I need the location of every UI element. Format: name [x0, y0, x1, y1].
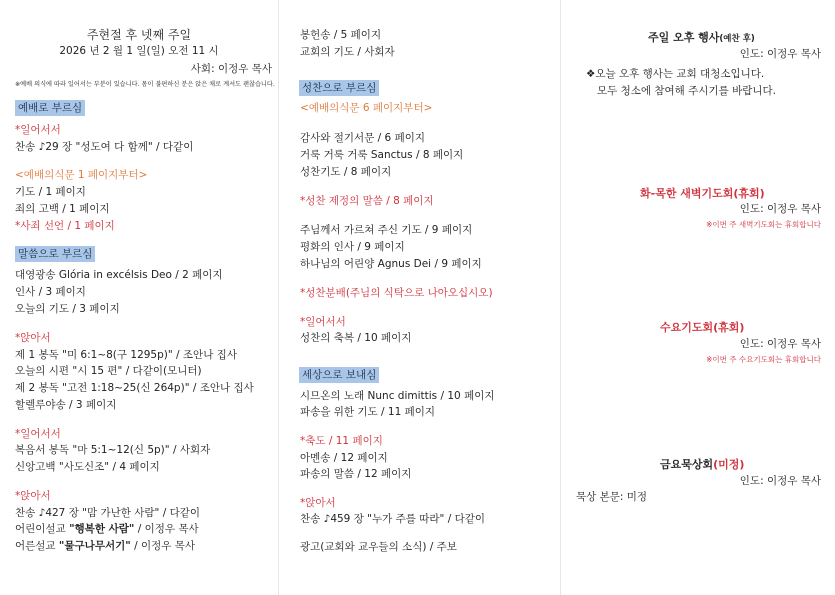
opening-hymn: 찬송 ♪29 장 "성도여 다 함께" / 다같이: [15, 141, 194, 153]
gloria-item: 대영광송 Glória in excélsis Deo / 2 페이지: [15, 269, 223, 281]
sermon-hymn: 찬송 ♪427 장 "맘 가난한 사람" / 다같이: [15, 507, 201, 519]
rubric-sit-3: *앉아서: [300, 497, 336, 509]
column-weekly-events: [560, 0, 835, 595]
adult-sermon-preacher: / 이정우 목사: [130, 540, 195, 552]
agnus-dei-item: 하나님의 어린양 Agnus Dei / 9 페이지: [300, 258, 482, 270]
afternoon-event-line-1: ❖오늘 오후 행사는 교회 대청소입니다.: [586, 68, 765, 80]
liturgy-page-ref: <예배의식문 1 페이지부터>: [15, 169, 148, 181]
distribution-item: *성찬분배(주님의 식탁으로 나아오십시오): [300, 287, 493, 299]
friday-meditation-leader: 인도: 이정우 목사: [739, 475, 821, 487]
friday-meditation-title-main: 금요묵상회: [660, 458, 714, 471]
column-order-of-worship-1: [0, 0, 278, 595]
communion-blessing: 성찬의 축복 / 10 페이지: [300, 332, 412, 344]
greeting-item: 인사 / 3 페이지: [15, 286, 86, 298]
presider: 사회: 이정우 목사: [190, 63, 272, 75]
announcements-item: 광고(교회와 교우들의 소식) / 주보: [300, 541, 457, 553]
section-heading-call-to-worship: 예배로 부르심: [15, 100, 85, 116]
children-sermon-label: 어린이설교: [15, 523, 70, 535]
absolution-item: *사죄 선언 / 1 페이지: [15, 220, 115, 232]
wednesday-prayer-title: 수요기도회(휴회): [660, 321, 745, 334]
children-sermon: [15, 522, 199, 536]
section-heading-eucharist: 성찬으로 부르심: [299, 80, 379, 96]
rubric-stand-2: *일어서서: [15, 428, 61, 440]
children-sermon-preacher: / 이정우 목사: [134, 523, 199, 535]
rubric-stand-3: *일어서서: [300, 316, 346, 328]
sending-prayer-item: 파송을 위한 기도 / 11 페이지: [300, 406, 436, 418]
column-order-of-worship-2: [278, 0, 560, 595]
psalm-reading: 오늘의 시편 "시 15 편" / 다같이(모니터): [15, 365, 202, 377]
dawn-prayer-note: ※이번 주 새벽기도회는 휴회합니다: [706, 220, 821, 229]
section-heading-sending: 세상으로 보내심: [299, 367, 379, 383]
wednesday-prayer-note: ※이번 주 수요기도회는 휴회합니다: [706, 355, 821, 364]
collect-item: 오늘의 기도 / 3 페이지: [15, 303, 120, 315]
rubric-stand: *일어서서: [15, 124, 61, 136]
gospel-reading: 복음서 봉독 "마 5:1~12(신 5p)" / 사회자: [15, 444, 211, 456]
bulletin-title: 주현절 후 넷째 주일: [86, 28, 192, 42]
alleluia-item: 할렐루야송 / 3 페이지: [15, 399, 117, 411]
afternoon-event-title: [648, 29, 755, 45]
sanctus-item: 거룩 거룩 거룩 Sanctus / 8 페이지: [300, 149, 464, 161]
benediction-item: *축도 / 11 페이지: [300, 435, 383, 447]
words-of-institution: *성찬 제정의 말씀 / 8 페이지: [300, 195, 434, 207]
standing-note: ※예배 의식에 따라 일어서는 부분이 있습니다. 몸이 불편하신 분은 앉은 채로 계셔도 괜찮습니다.: [15, 81, 275, 88]
sending-word-item: 파송의 말씀 / 12 페이지: [300, 468, 412, 480]
peace-item: 평화의 인사 / 9 페이지: [300, 241, 405, 253]
offertory-item: 봉헌송 / 5 페이지: [300, 29, 382, 41]
lords-prayer-item: 주님께서 가르쳐 주신 기도 / 9 페이지: [300, 224, 473, 236]
dawn-prayer-title: 화-목한 새벽기도회(휴회): [640, 187, 765, 200]
creed-item: 신앙고백 "사도신조" / 4 페이지: [15, 461, 160, 473]
service-date: 2026 년 2 월 1 일(일) 오전 11 시: [59, 45, 219, 57]
eucharistic-prayer-item: 성찬기도 / 8 페이지: [300, 166, 392, 178]
first-reading: 제 1 봉독 "미 6:1~8(구 1295p)" / 조안나 집사: [15, 349, 237, 361]
afternoon-event-title-note: (예찬 후): [719, 34, 755, 44]
rubric-sit: *앉아서: [15, 332, 51, 344]
church-prayer-item: 교회의 기도 / 사회자: [300, 46, 395, 58]
nunc-dimittis-item: 시므온의 노래 Nunc dimittis / 10 페이지: [300, 390, 495, 402]
afternoon-event-title-main: 주일 오후 행사: [648, 31, 720, 44]
friday-meditation-text: 묵상 본문: 미정: [576, 491, 648, 503]
amen-item: 아멘송 / 12 페이지: [300, 452, 388, 464]
closing-hymn: 찬송 ♪459 장 "누가 주를 따라" / 다같이: [300, 513, 486, 525]
dawn-prayer-leader: 인도: 이정우 목사: [739, 203, 821, 215]
adult-sermon-title: "물구나무서기": [58, 540, 131, 552]
prayer-item: 기도 / 1 페이지: [15, 186, 86, 198]
afternoon-event-leader: 인도: 이정우 목사: [739, 48, 821, 60]
confession-item: 죄의 고백 / 1 페이지: [15, 203, 110, 215]
friday-meditation-status: (미정): [713, 458, 745, 471]
liturgy-page-ref-2: <예배의식문 6 페이지부터>: [300, 102, 433, 114]
afternoon-event-line-2: 모두 청소에 참여해 주시기를 바랍니다.: [597, 85, 776, 97]
thanksgiving-item: 감사와 절기서문 / 6 페이지: [300, 132, 425, 144]
wednesday-prayer-leader: 인도: 이정우 목사: [739, 338, 821, 350]
rubric-sit-2: *앉아서: [15, 490, 51, 502]
friday-meditation-title: [660, 456, 744, 472]
section-heading-word: 말씀으로 부르심: [15, 246, 95, 262]
children-sermon-title: "행복한 사람": [69, 523, 135, 535]
adult-sermon: [15, 539, 195, 553]
adult-sermon-label: 어른설교: [15, 540, 59, 552]
second-reading: 제 2 봉독 "고전 1:18~25(신 264p)" / 조안나 집사: [15, 382, 254, 394]
